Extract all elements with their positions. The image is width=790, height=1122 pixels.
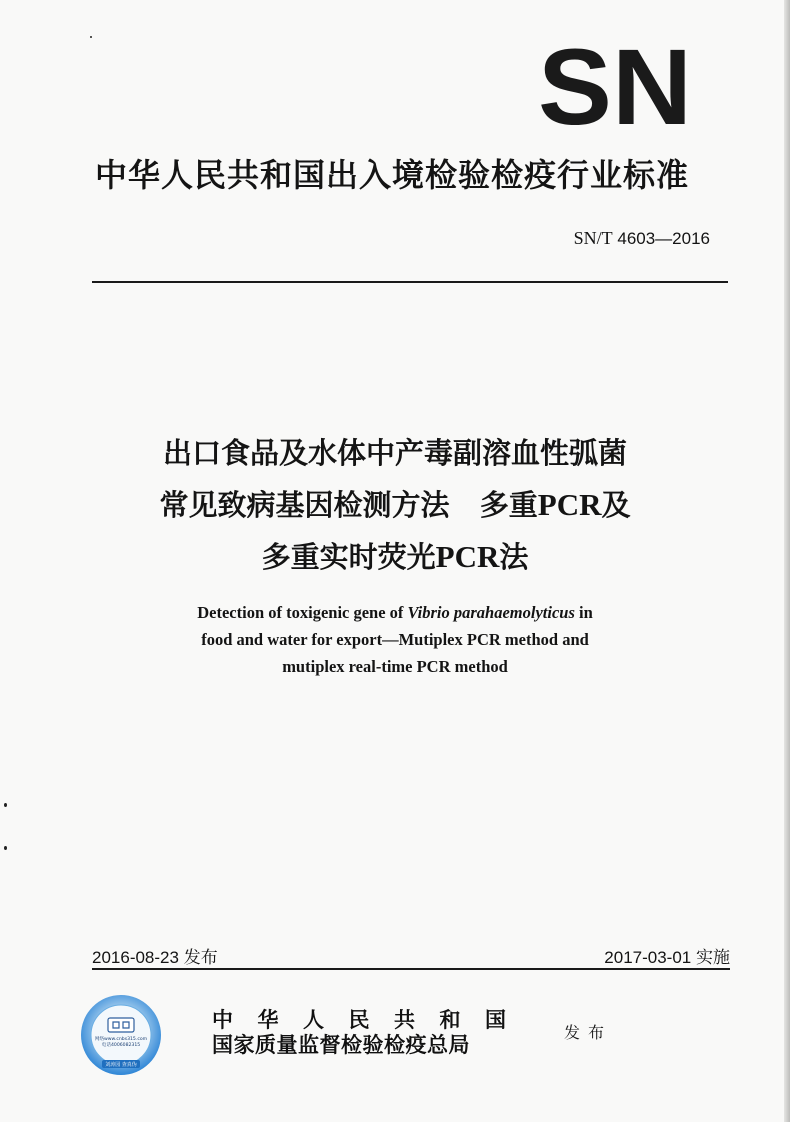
chinese-title-line-2-a: 常见致病基因检测方法 (159, 488, 450, 522)
issue-date-label: 发布 (183, 948, 218, 967)
standard-category-title: 中华人民共和国出入境检验检疫行业标准 (95, 156, 690, 194)
chinese-title-line-2 (60, 479, 730, 531)
chinese-title-line-2-b: 多重 (479, 488, 538, 522)
english-title-species: Vibrio parahaemolyticus (407, 603, 575, 622)
header-divider (92, 281, 728, 283)
scan-speck (90, 36, 92, 38)
sn-logo-text: SN (538, 40, 692, 130)
issuing-country: 中华人民共和国 (212, 1007, 531, 1032)
sn-logo (538, 40, 698, 130)
effective-date-value: 2017-03-01 (604, 948, 692, 967)
english-title-line-1-b: in (574, 603, 593, 622)
issue-date (92, 943, 218, 968)
scan-speck (4, 846, 7, 850)
issue-action: 发布 (564, 1023, 613, 1042)
english-title-line-2: food and water for export—Mutiplex PCR method and (201, 630, 589, 649)
chinese-title-line-3-a: 多重实时荧光 (261, 540, 436, 574)
issuing-agency: 国家质量监督检验检疫总局 (212, 1032, 470, 1057)
chinese-title-line-1: 出口食品及水体中产毒副溶血性弧菌 (162, 436, 627, 470)
chinese-title (60, 428, 730, 583)
chinese-title-line-3 (60, 531, 730, 583)
anti-counterfeit-seal-icon (80, 994, 162, 1076)
chinese-title-pcr: PCR (435, 539, 500, 574)
chinese-title-line-2-c: 及 (601, 488, 631, 522)
seal-text-1: 网络www.cnbs315.com (94, 1037, 148, 1042)
issue-date-value: 2016-08-23 (92, 948, 179, 967)
seal-text-3: 刘涛园 查真伪 (105, 1062, 137, 1068)
effective-date-label: 实施 (696, 948, 730, 967)
effective-date (604, 943, 730, 968)
standard-code: 4603—2016 (617, 229, 710, 248)
standard-number (574, 228, 710, 249)
english-title (60, 599, 730, 680)
english-title-line-3: mutiplex real-time PCR method (282, 657, 508, 676)
chinese-title-pcr: PCR (537, 487, 602, 522)
seal-text-2: 电话4006082315 (101, 1043, 141, 1048)
english-title-line-1 (60, 599, 730, 626)
page-edge (784, 0, 790, 1122)
chinese-title-line-3-b: 法 (499, 540, 529, 574)
footer-divider (92, 968, 730, 970)
standard-prefix: SN/T (573, 228, 613, 248)
scan-speck (4, 803, 7, 807)
english-title-line-1-a: Detection of toxigenic gene of (197, 603, 408, 622)
issuing-authority (212, 1008, 531, 1058)
